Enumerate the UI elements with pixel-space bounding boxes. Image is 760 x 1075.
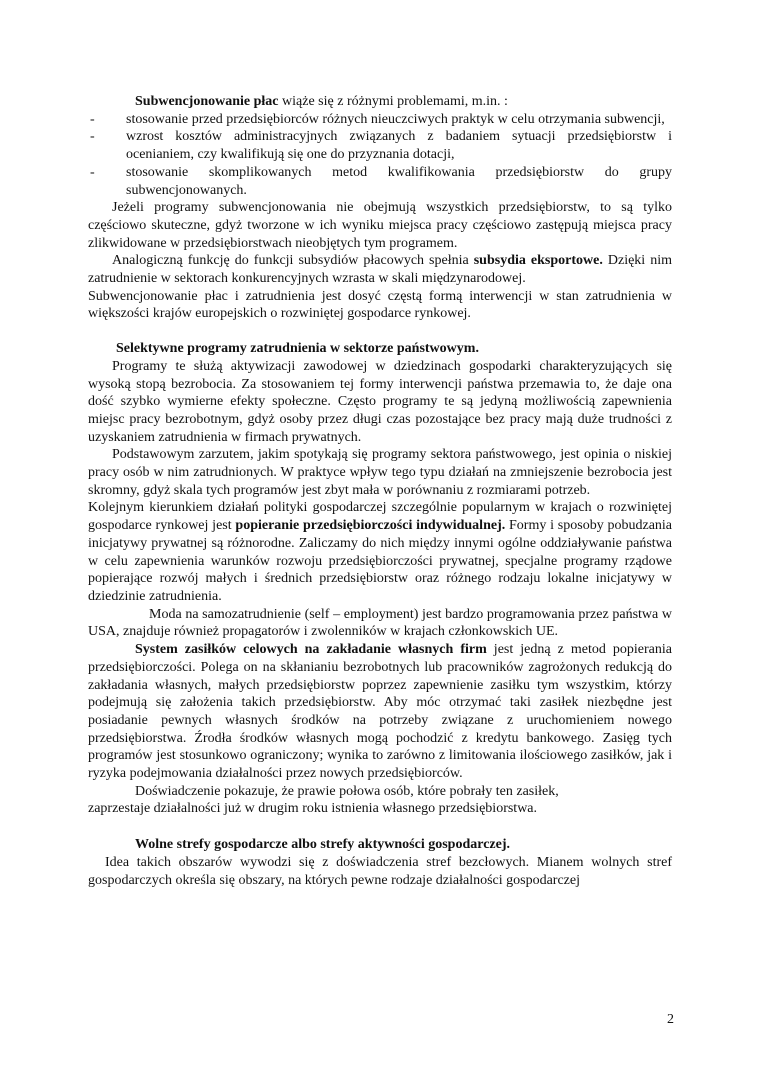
paragraph-line: Doświadczenie pokazuje, że prawie połowa osób, które pobrały ten zasiłek, [135, 783, 559, 799]
section-heading: Selektywne programy zatrudnienia w sektorze państwowym. [116, 341, 479, 357]
intro-text: wiąże się z różnymi problemami, m.in. : [278, 94, 508, 109]
paragraph [88, 641, 672, 783]
bullet-item: - stosowanie przed przedsiębiorców różnych nieuczciwych praktyk w celu otrzymania subwencji, [126, 111, 672, 129]
paragraph-line: zaprzestaje działalności już w drugim roku istnienia własnego przedsiębiorstwa. [88, 801, 538, 817]
paragraph-bold: popieranie przedsiębiorczości indywidualnej. [235, 518, 506, 534]
paragraph-bold: subsydia eksportowe. [473, 253, 603, 269]
paragraph: Moda na samozatrudnienie (self – employment) jest bardzo programowania przez państwa w USA, znajduje również propagatorów i zwolenników w krajach członkowskich UE. [88, 606, 672, 640]
paragraph-text: jest jedną z metod popierania przedsiębiorczości. Polega on na skłanianiu bezrobotnych lub pracowników zagrożonych redukcją do zakładania własnych, małych przedsiębiorstw poprzez zapewnienie zasiłku tym wszystkim, którzy podejmują się założenia takich przedsiębiorstw. Aby móc otrzymać taki zasiłek niezbędne jest posiadanie pewnych własnych środków na potrzeby związane z uruchomieniem nowego przedsiębiorstwa. Źrodła środków własnych mogą pochodzić z kredytu bankowego. Zasięg tych programów jest stosunkowo ograniczony; wynika to zarówno z limitowania ilościowego zasiłków, jak i ryzyka podejmowania działalności przez nowych przedsiębiorców. [88, 642, 672, 782]
page-number: 2 [667, 1012, 674, 1027]
intro-paragraph [88, 93, 672, 111]
paragraph-text: Kolejnym kierunkiem działań polityki gospodarczej szczególnie popularnym w krajach o rozwiniętej gospodarce rynkowej jest [88, 500, 672, 534]
paragraph: Jeżeli programy subwencjonowania nie obejmują wszystkich przedsiębiorstw, to są tylko częściowo skuteczne, gdyż tworzone w ich wyniku miejsca pracy częściowo zastępują miejsca pracy zlikwidowane w przedsiębiorstwach nieobjętych tym programem. [88, 200, 672, 251]
paragraph [88, 252, 672, 287]
paragraph: Programy te służą aktywizacji zawodowej w dziedzinach gospodarki charakteryzujących się wysoką stopą bezrobocia. Za stosowaniem tej formy interwencji państwa przemawia to, że daje ona dość szybko wymierne efekty społeczne. Często programy te są jedyną możliwością zapewnienia miejsc pracy bezrobotnym, gdyż osoby przez długi czas pozostające bez pracy mają duże trudności z uzyskaniem zatrudnienia w firmach prywatnych. [88, 358, 672, 445]
paragraph: Subwencjonowanie płac i zatrudnienia jest dosyć częstą formą interwencji w stan zatrudnienia w większości krajów europejskich o rozwiniętej gospodarce rynkowej. [88, 288, 672, 322]
paragraph: Idea takich obszarów wywodzi się z doświadczenia stref bezcłowych. Mianem wolnych stref gospodarczych określa się obszary, na których pewne rodzaje działalności gospodarczej [88, 854, 672, 888]
paragraph: Podstawowym zarzutem, jakim spotykają się programy sektora państwowego, jest opinia o niskiej pracy osób w nim zatrudnionych. W praktyce wpływ tego typu działań na zmniejszenie bezrobocia jest skromny, gdyż skala tych programów jest zbyt mała w porównaniu z rozmiarami potrzeb. [88, 447, 672, 498]
intro-bold: Subwencjonowanie płac [135, 94, 279, 109]
paragraph-text: Formy i sposoby pobudzania inicjatywy prywatnej są różnorodne. Zaliczamy do nich między innymi ogólne oddziaływanie państwa w celu zapewnienia warunków rozwoju przedsiębiorczości prywatnej, specjalne programy rządowe popierające rozwój małych i średnich przedsiębiorstw oraz różnego rodzaju lokalne inicjatywy w dziedzinie zatrudnienia. [88, 518, 673, 604]
paragraph-bold: System zasiłków celowych na zakładanie własnych firm [135, 642, 487, 658]
paragraph-text: Analogiczną funkcję do funkcji subsydiów płacowych spełnia [112, 253, 474, 269]
paragraph-text: Dzięki nim zatrudnienie w sektorach konkurencyjnych wzrasta w skali międzynarodowej. [88, 253, 672, 287]
paragraph [88, 499, 672, 605]
document-page [88, 93, 672, 889]
bullet-list [88, 111, 672, 200]
bullet-item: - wzrost kosztów administracyjnych związanych z badaniem sytuacji przedsiębiorstw i ocenianiem, czy kwalifikują się one do przyznania dotacji, [126, 128, 672, 163]
section-heading: Wolne strefy gospodarcze albo strefy aktywności gospodarczej. [135, 837, 510, 853]
bullet-item: - stosowanie skomplikowanych metod kwalifikowania przedsiębiorstw do grupy subwencjonowanych. [126, 164, 672, 199]
